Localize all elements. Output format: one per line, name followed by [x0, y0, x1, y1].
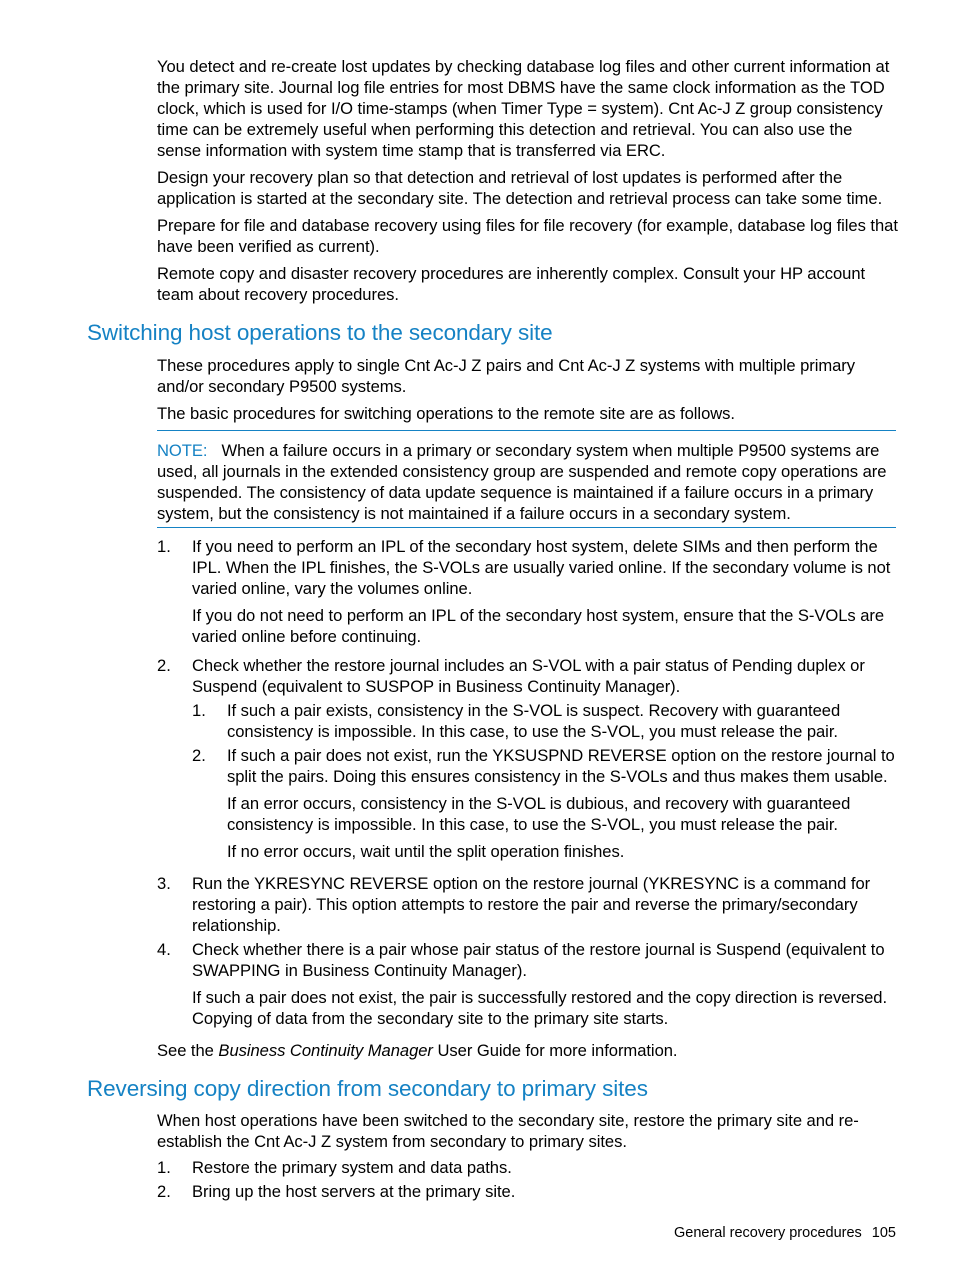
section-heading-switching: Switching host operations to the secondary site	[87, 320, 553, 345]
section2-paragraph-1: When host operations have been switched to the secondary site, restore the primary site and re-establish the Cnt Ac-J Z system from secondary to primary sites.	[157, 1111, 859, 1151]
intro-paragraph-1: You detect and re-create lost updates by checking database log files and other current information at the primary site. Journal log file entries for most DBMS have the same clock information as the TOD clock, which is used for I/O time-stamps (when Timer Type = system). Cnt Ac-J Z group consistency time can be extremely useful when performing this detection and retrieval. You can also use the sense information with system time stamp that is transferred via ERC.	[157, 57, 890, 160]
note-text: When a failure occurs in a primary or secondary system when multiple P9500 systems are used, all journals in the extended consistency group are suspended and remote copy operations are suspended. The consistency of data update sequence is maintained if a failure occurs in a primary system, but the consistency is not maintained if a failure occurs in a secondary system.	[157, 441, 887, 523]
step-text: Check whether there is a pair whose pair status of the restore journal is Suspend (equivalent to SWAPPING in Business Continuity Manager).	[192, 940, 885, 980]
section1-paragraph-2: The basic procedures for switching operations to the remote site are as follows.	[157, 404, 735, 423]
book-title: Business Continuity Manager	[218, 1041, 433, 1060]
page-number: 105	[871, 1225, 896, 1241]
step-text: Run the YKRESYNC REVERSE option on the restore journal (YKRESYNC is a command for restoring a pair). This option attempts to restore the pair and reverse the primary/secondary relationship.	[192, 874, 871, 935]
step-text: Restore the primary system and data paths.	[192, 1158, 512, 1177]
step-number: 2.	[157, 656, 171, 675]
substep-text: If such a pair does not exist, run the YKSUSPND REVERSE option on the restore journal to split the pairs. Doing this ensures consistency in the S-VOLs and thus makes them usable.	[227, 746, 895, 786]
section1-paragraph-1: These procedures apply to single Cnt Ac-J Z pairs and Cnt Ac-J Z systems with multiple primary and/or secondary P9500 systems.	[157, 356, 856, 396]
step-number: 1.	[157, 537, 171, 556]
note-box	[157, 430, 896, 528]
footer-title: General recovery procedures	[674, 1225, 862, 1241]
step-number: 2.	[157, 1182, 171, 1201]
section-heading-reversing: Reversing copy direction from secondary to primary sites	[87, 1076, 648, 1101]
page-footer	[674, 1223, 896, 1243]
step-text: If you need to perform an IPL of the secondary host system, delete SIMs and then perform the IPL. When the IPL finishes, the S-VOLs are usually varied online. If the secondary volume is not varied online, vary the volumes online.	[192, 537, 891, 598]
intro-paragraph-4: Remote copy and disaster recovery procedures are inherently complex. Consult your HP account team about recovery procedures.	[157, 264, 866, 304]
intro-paragraph-3: Prepare for file and database recovery using files for file recovery (for example, database log files that have been verified as current).	[157, 216, 898, 256]
note-paragraph	[157, 440, 898, 524]
intro-paragraph-2: Design your recovery plan so that detection and retrieval of lost updates is performed after the application is started at the secondary site. The detection and retrieval process can take some time.	[157, 168, 883, 208]
substep-number: 1.	[192, 701, 206, 720]
step-number: 4.	[157, 940, 171, 959]
step-text: Bring up the host servers at the primary site.	[192, 1182, 516, 1201]
substep-extra: If an error occurs, consistency in the S-VOL is dubious, and recovery with guaranteed consistency is impossible. In this case, to use the S-VOL, you must release the pair.	[227, 794, 851, 834]
substep-text: If such a pair exists, consistency in the S-VOL is suspect. Recovery with guaranteed consistency is impossible. In this case, to use the S-VOL, you must release the pair.	[227, 701, 841, 741]
step-number: 3.	[157, 874, 171, 893]
substep-extra: If no error occurs, wait until the split operation finishes.	[227, 842, 625, 861]
note-label: NOTE:	[157, 441, 208, 460]
substep-number: 2.	[192, 746, 206, 765]
see-also-paragraph: See the Business Continuity Manager User Guide for more information.	[157, 1041, 678, 1060]
step-text: Check whether the restore journal includes an S-VOL with a pair status of Pending duplex or Suspend (equivalent to SUSPOP in Business Continuity Manager).	[192, 656, 865, 696]
step-extra: If you do not need to perform an IPL of the secondary host system, ensure that the S-VOLs are varied online before continuing.	[192, 606, 885, 646]
step-number: 1.	[157, 1158, 171, 1177]
step-extra: If such a pair does not exist, the pair is successfully restored and the copy direction is reversed. Copying of data from the secondary site to the primary site starts.	[192, 988, 888, 1028]
